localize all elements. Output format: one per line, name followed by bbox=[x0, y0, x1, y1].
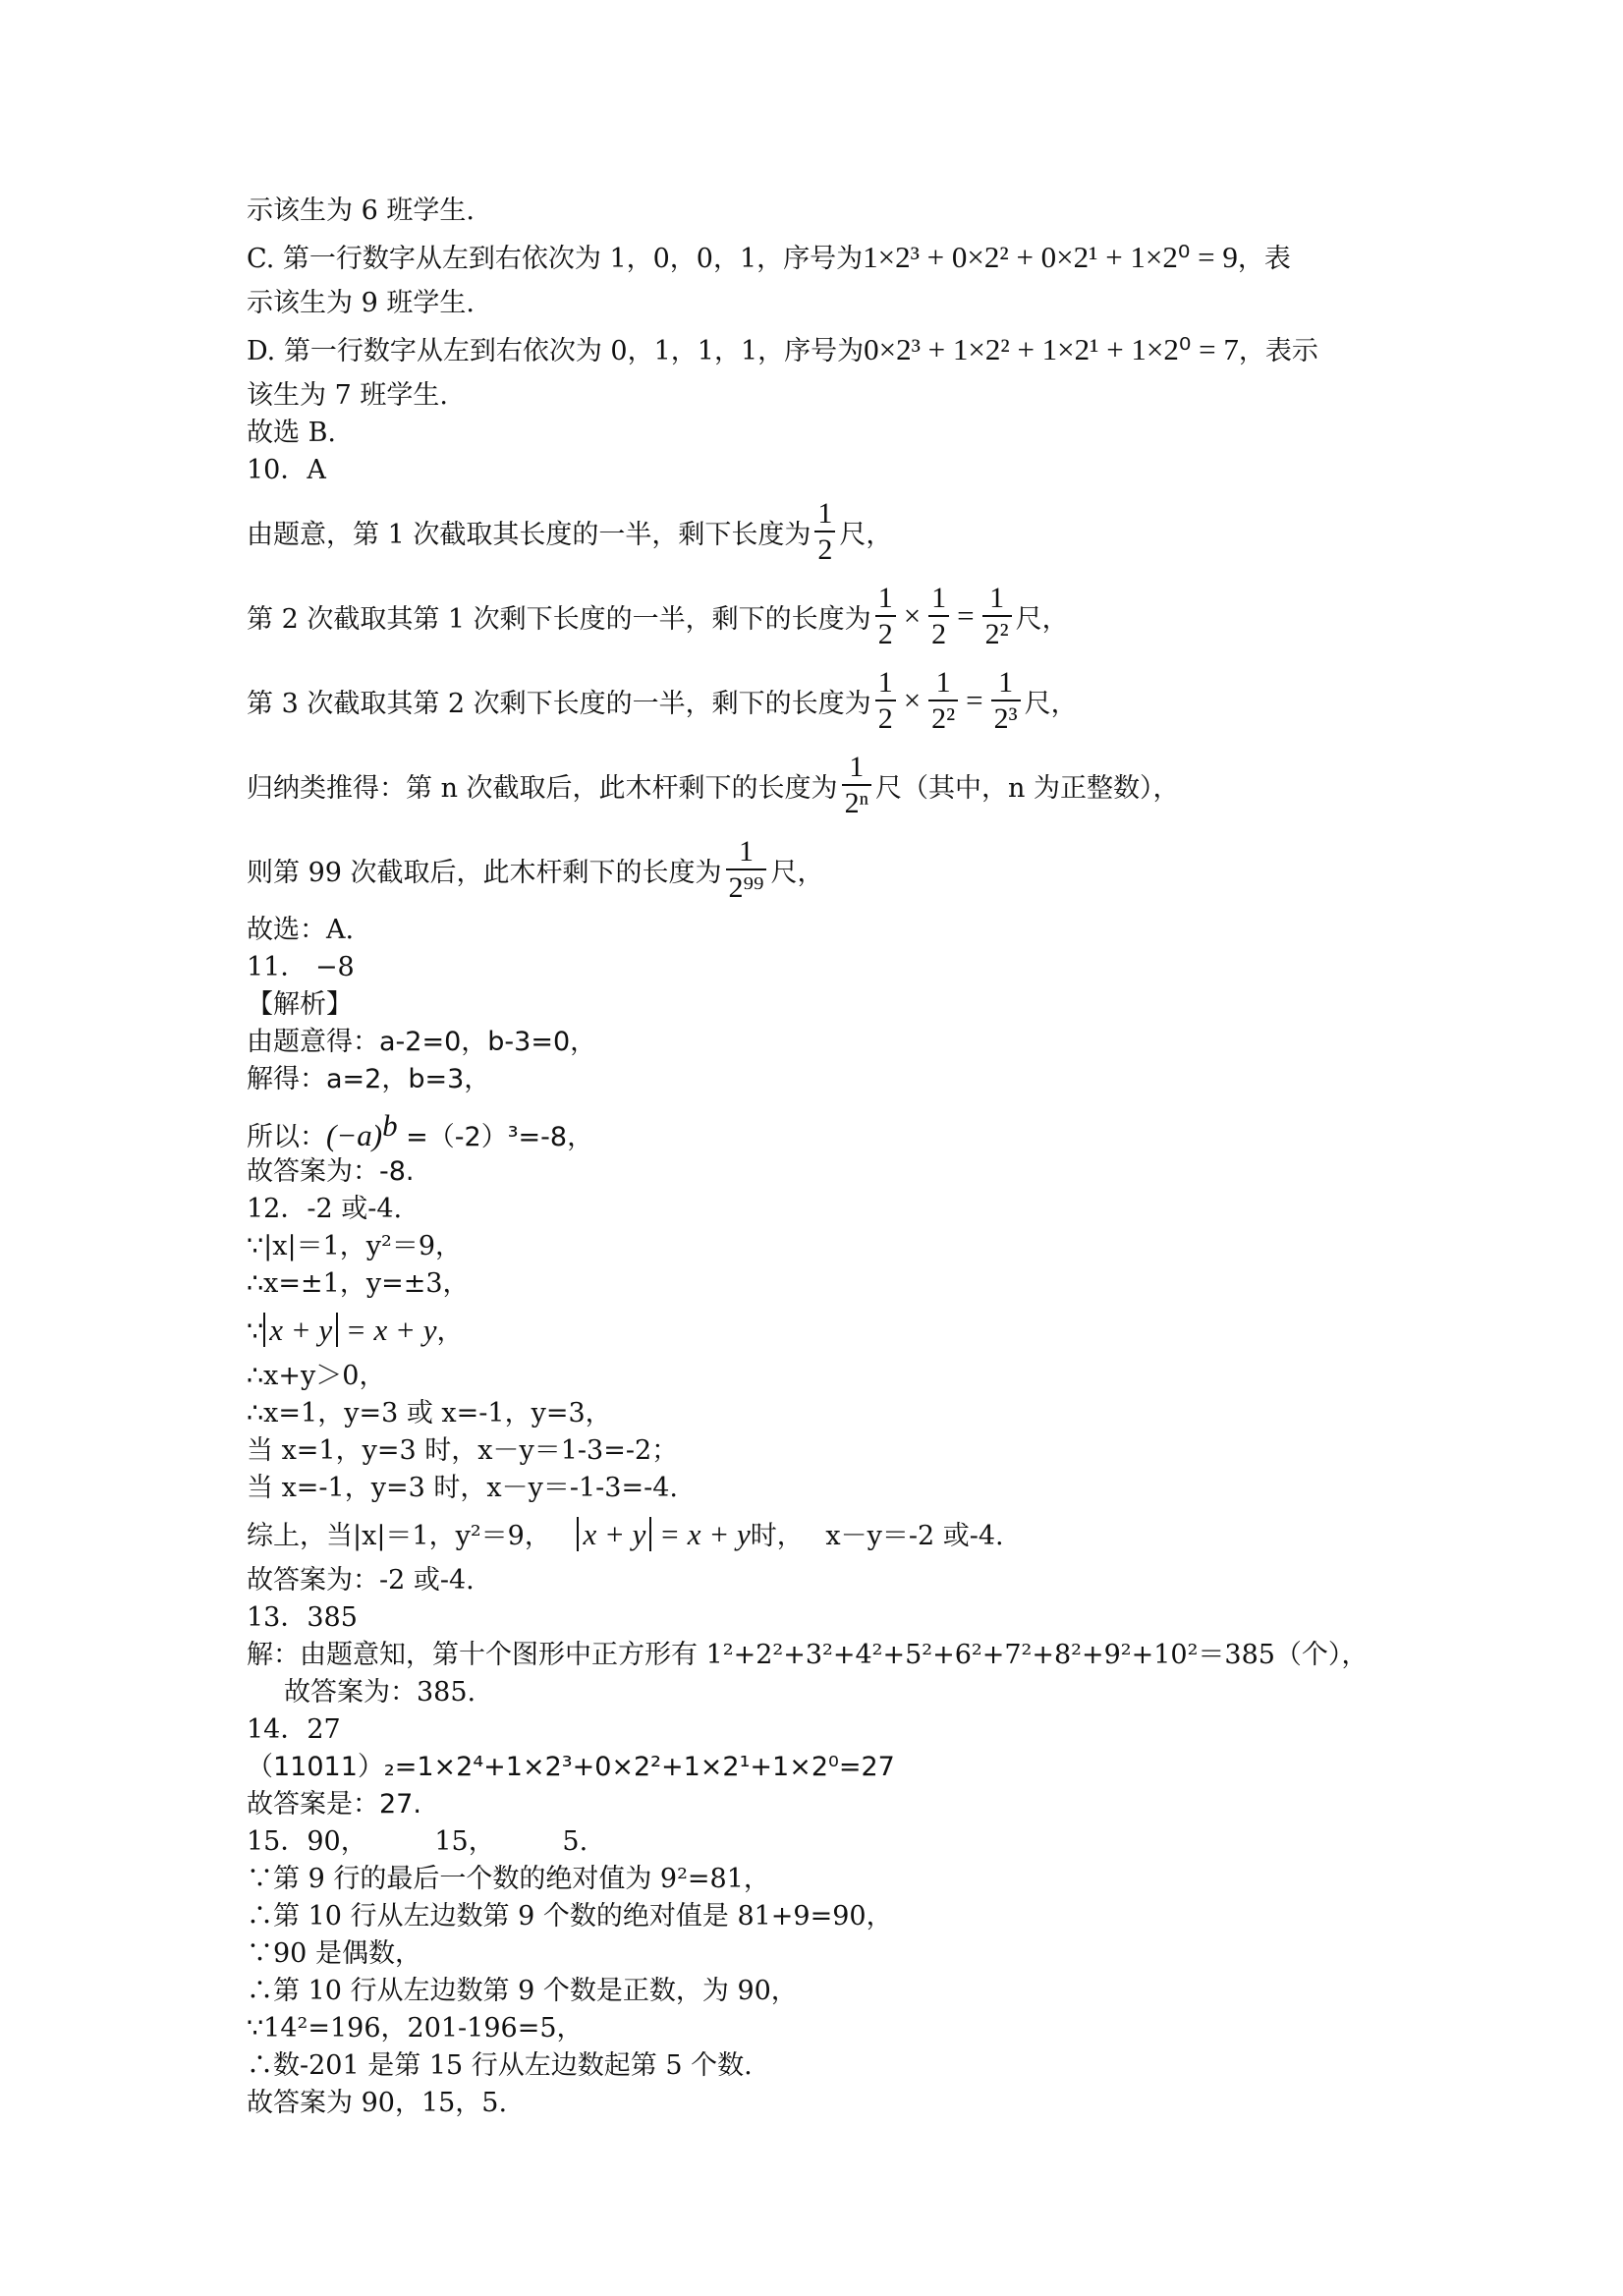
text-line bbox=[247, 912, 1386, 949]
text: 尺， bbox=[1024, 688, 1078, 719]
exponent-b: b bbox=[382, 1108, 398, 1143]
text: 示该生为 9 班学生. bbox=[247, 288, 475, 318]
numerator: 1 bbox=[998, 665, 1014, 699]
text: 解得：a=2，b=3， bbox=[247, 1064, 491, 1094]
text: 则第 99 次截取后，此木杆剩下的长度为 bbox=[247, 857, 722, 888]
times-sign: × bbox=[903, 683, 922, 717]
text: 故答案为：385. bbox=[284, 1677, 476, 1708]
math-neg-a: (−a) bbox=[326, 1118, 383, 1152]
abs-x-plus-y: x + y bbox=[577, 1517, 651, 1551]
text: 时， bbox=[750, 1521, 804, 1551]
denominator: 2² bbox=[928, 700, 958, 735]
question-number-11 bbox=[247, 949, 1386, 986]
fraction-line-5 bbox=[247, 827, 1386, 912]
text-line bbox=[247, 415, 1386, 452]
text: ∴x=±1，y=±3， bbox=[247, 1268, 470, 1299]
numerator: 1 bbox=[849, 750, 865, 783]
text: 该生为 7 班学生. bbox=[247, 380, 448, 411]
text: 15．90， 15， 5. bbox=[247, 1826, 588, 1857]
numerator: 1 bbox=[738, 834, 754, 868]
math-rhs: = x + y bbox=[651, 1517, 751, 1551]
text: 示该生为 6 班学生. bbox=[247, 196, 475, 226]
text: 由题意，第 1 次截取其长度的一半，剩下长度为 bbox=[247, 519, 812, 550]
text: ， bbox=[436, 1316, 464, 1347]
text-line bbox=[247, 1674, 1386, 1711]
text: ∵|x|＝1，y²＝9， bbox=[247, 1231, 463, 1261]
text: =（-2）³=-8， bbox=[397, 1122, 594, 1152]
text-line bbox=[247, 1358, 1386, 1395]
question-number-12 bbox=[247, 1191, 1386, 1228]
fraction-half bbox=[814, 498, 835, 566]
text-line bbox=[247, 1432, 1386, 1470]
text: 故选：A. bbox=[247, 915, 355, 945]
equals-sign: = bbox=[957, 598, 975, 633]
text-line bbox=[247, 1265, 1386, 1303]
denominator: 2³ bbox=[991, 700, 1021, 735]
text-line bbox=[247, 1470, 1386, 1507]
text-line bbox=[247, 1024, 1386, 1061]
text: （11011）₂=1×2⁴+1×2³+0×2²+1×2¹+1×2⁰=27 bbox=[247, 1752, 895, 1782]
text-line bbox=[247, 2085, 1386, 2122]
text: 尺（其中，n 为正整数）， bbox=[875, 772, 1180, 804]
fraction-line-4 bbox=[247, 743, 1386, 827]
text: ∵90 是偶数， bbox=[247, 1938, 421, 1969]
text-line bbox=[247, 1861, 1386, 1898]
text: 【解析】 bbox=[247, 989, 353, 1020]
math-expression-c: 1×2³ + 0×2² + 0×2¹ + 1×2⁰ = 9 bbox=[863, 240, 1238, 274]
document-page bbox=[247, 193, 1386, 2122]
fraction-line-2 bbox=[247, 574, 1386, 658]
text: 故选 B. bbox=[247, 418, 337, 448]
text-line bbox=[247, 1973, 1386, 2010]
text: ∴x+y＞0， bbox=[247, 1361, 386, 1391]
text: 第 2 次截取其第 1 次剩下长度的一半，剩下的长度为 bbox=[247, 603, 871, 635]
text-line bbox=[247, 1061, 1386, 1098]
text: ∵ bbox=[247, 1316, 264, 1347]
text: 故答案为：-8. bbox=[247, 1156, 415, 1187]
fraction-one-over-two-cubed bbox=[991, 667, 1021, 735]
fraction-one-over-two-n bbox=[842, 752, 871, 819]
denominator: 2 bbox=[814, 531, 835, 566]
power-line bbox=[247, 1098, 1386, 1153]
text: 12．-2 或-4. bbox=[247, 1194, 403, 1224]
text-line-option-d bbox=[247, 322, 1386, 377]
equals-sign: = bbox=[966, 683, 983, 717]
text: 所以： bbox=[247, 1122, 326, 1152]
text: 11． −8 bbox=[247, 952, 355, 982]
text: 尺， bbox=[1015, 603, 1069, 635]
denominator: 2² bbox=[982, 615, 1012, 650]
text: ∴第 10 行从左边数第 9 个数的绝对值是 81+9=90， bbox=[247, 1901, 893, 1932]
fraction-one-over-two-squared bbox=[928, 667, 958, 735]
text: 故答案为：-2 或-4. bbox=[247, 1565, 475, 1596]
denominator: 2 bbox=[928, 615, 949, 650]
text-line bbox=[247, 1935, 1386, 1973]
denominator: 2 bbox=[875, 700, 896, 735]
text: 10．A bbox=[247, 455, 326, 485]
text: 当 x=-1，y=3 时，x－y＝-1-3=-4. bbox=[247, 1473, 678, 1503]
question-number-14 bbox=[247, 1711, 1386, 1749]
numerator: 1 bbox=[931, 581, 947, 614]
text: 尺， bbox=[770, 857, 824, 888]
text: 归纳类推得：第 n 次截取后，此木杆剩下的长度为 bbox=[247, 772, 838, 804]
math-rhs: = x + y bbox=[338, 1313, 437, 1347]
abs-x-plus-y: x + y bbox=[263, 1313, 338, 1347]
text-line bbox=[247, 1786, 1386, 1823]
fraction-half bbox=[875, 583, 896, 650]
question-number-13 bbox=[247, 1599, 1386, 1637]
text: C. 第一行数字从左到右依次为 1，0，0，1，序号为 bbox=[247, 244, 864, 274]
text-line bbox=[247, 2047, 1386, 2085]
text: ∵第 9 行的最后一个数的绝对值为 9²=81， bbox=[247, 1864, 770, 1894]
numerator: 1 bbox=[935, 665, 951, 699]
text-line bbox=[247, 377, 1386, 415]
text: 由题意得：a-2=0，b-3=0， bbox=[247, 1027, 597, 1057]
text: 当 x=1，y=3 时，x－y＝1-3=-2； bbox=[247, 1435, 679, 1466]
denominator: 2 bbox=[875, 615, 896, 650]
text-line bbox=[247, 1749, 1386, 1786]
text: ，表示 bbox=[1238, 336, 1318, 366]
text-line bbox=[247, 285, 1386, 322]
text: D. 第一行数字从左到右依次为 0，1，1，1，序号为 bbox=[247, 336, 865, 366]
text: x－y＝-2 或-4. bbox=[825, 1521, 1004, 1551]
text: ∴x=1，y=3 或 x=-1，y=3， bbox=[247, 1398, 612, 1428]
text: 故答案为 90，15，5. bbox=[247, 2088, 508, 2118]
fraction-line-1 bbox=[247, 489, 1386, 574]
fraction-line-3 bbox=[247, 658, 1386, 743]
text-line bbox=[247, 1395, 1386, 1432]
text: 故答案是：27. bbox=[247, 1789, 421, 1820]
text: 综上，当|x|＝1，y²＝9， bbox=[247, 1521, 551, 1551]
numerator: 1 bbox=[817, 496, 833, 530]
question-number-10 bbox=[247, 452, 1386, 489]
question-number-15 bbox=[247, 1823, 1386, 1861]
summary-line bbox=[247, 1507, 1386, 1562]
text-line-option-c bbox=[247, 230, 1386, 285]
fraction-half bbox=[875, 667, 896, 735]
text-line bbox=[247, 2010, 1386, 2047]
text-line bbox=[247, 1898, 1386, 1935]
text-line bbox=[247, 1228, 1386, 1265]
fraction-one-over-two-99 bbox=[726, 836, 767, 904]
analysis-heading bbox=[247, 986, 1386, 1024]
text: ∴第 10 行从左边数第 9 个数是正数，为 90， bbox=[247, 1976, 798, 2006]
fraction-one-over-two-squared bbox=[982, 583, 1012, 650]
text: ∴数-201 是第 15 行从左边数起第 5 个数. bbox=[247, 2050, 753, 2081]
text: 解：由题意知，第十个图形中正方形有 1²+2²+3²+4²+5²+6²+7²+8²+9²+10²＝385（个）， bbox=[247, 1640, 1369, 1670]
text: ∵14²=196，201-196=5， bbox=[247, 2013, 584, 2044]
text: 尺， bbox=[839, 519, 893, 550]
text-line bbox=[247, 1637, 1386, 1674]
times-sign: × bbox=[903, 598, 922, 633]
numerator: 1 bbox=[877, 665, 893, 699]
numerator: 1 bbox=[989, 581, 1005, 614]
text-line bbox=[247, 193, 1386, 230]
text-line bbox=[247, 1153, 1386, 1191]
text-line bbox=[247, 1562, 1386, 1599]
text: 第 3 次截取其第 2 次剩下长度的一半，剩下的长度为 bbox=[247, 688, 871, 719]
abs-line bbox=[247, 1303, 1386, 1358]
text: 13．385 bbox=[247, 1602, 358, 1633]
numerator: 1 bbox=[877, 581, 893, 614]
denominator: 2⁹⁹ bbox=[726, 868, 767, 904]
text: ，表 bbox=[1237, 244, 1291, 274]
fraction-half bbox=[928, 583, 949, 650]
denominator: 2ⁿ bbox=[842, 784, 871, 819]
text: 14．27 bbox=[247, 1714, 341, 1745]
math-expression-d: 0×2³ + 1×2² + 1×2¹ + 1×2⁰ = 7 bbox=[864, 332, 1239, 366]
